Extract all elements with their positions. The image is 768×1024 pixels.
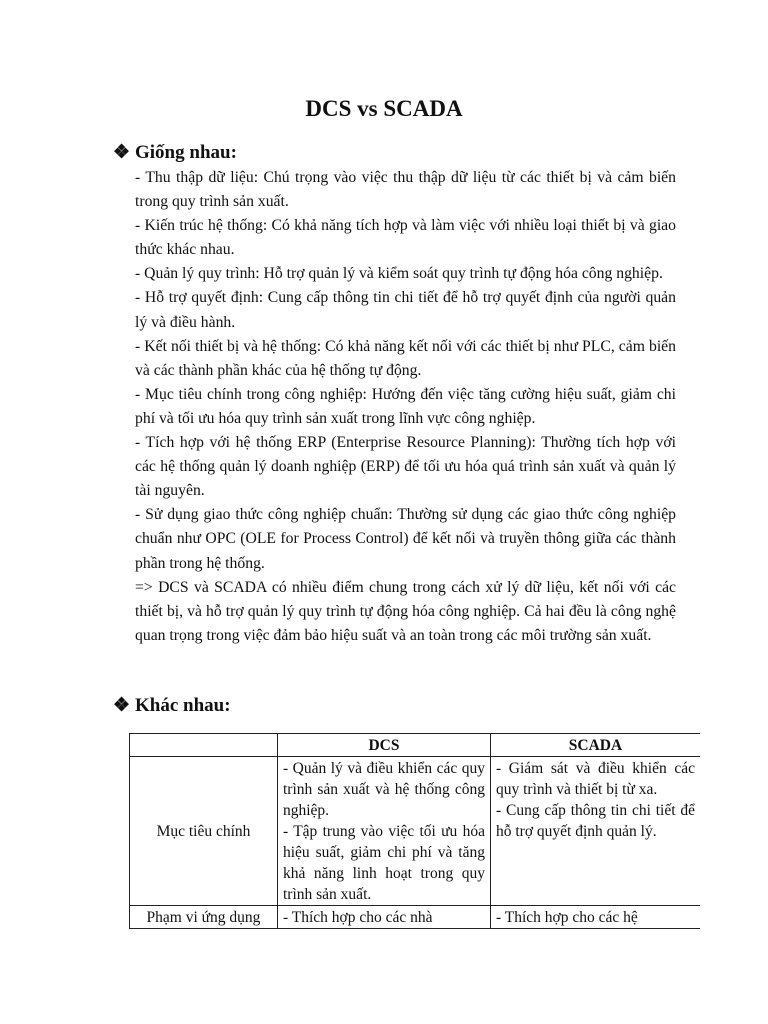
paragraph: - Hỗ trợ quyết định: Cung cấp thông tin chi tiết để hỗ trợ quyết định của người quản lý và điều hành. (135, 289, 676, 331)
comparison-table (129, 733, 700, 929)
table-header-scada: SCADA (491, 734, 701, 757)
section-heading-similarities (113, 141, 237, 165)
cell-line: - Tập trung vào việc tối ưu hóa hiệu suất, giảm chi phí và tăng khả năng linh hoạt trong quy trình sản xuất. (283, 823, 485, 903)
table-header-row (130, 734, 701, 757)
paragraph: - Quản lý quy trình: Hỗ trợ quản lý và kiểm soát quy trình tự động hóa công nghiệp. (135, 265, 663, 283)
diamond-bullet-icon: ❖ (113, 695, 131, 716)
section-heading-differences-label: Khác nhau: (135, 695, 231, 716)
conclusion-paragraph: => DCS và SCADA có nhiều điểm chung trong cách xử lý dữ liệu, kết nối với các thiết bị, và hỗ trợ quản lý quy trình tự động hóa công nghiệp. Cả hai đều là công nghệ quan trọng trong việc đảm bảo hiệu suất và an toàn trong các môi trường sản xuất. (135, 578, 676, 644)
table-row (130, 906, 701, 929)
table-header-empty (130, 734, 278, 757)
paragraph: - Mục tiêu chính trong công nghiệp: Hướng đến việc tăng cường hiệu suất, giảm chi phí và tối ưu hóa quy trình sản xuất trong lĩnh vực công nghiệp. (135, 385, 676, 427)
cell-line: - Cung cấp thông tin chi tiết để hỗ trợ quyết định quản lý. (496, 802, 695, 840)
paragraph: - Kết nối thiết bị và hệ thống: Có khả năng kết nối với các thiết bị như PLC, cảm biến và các thành phần khác của hệ thống tự động. (135, 337, 676, 379)
paragraph: - Kiến trúc hệ thống: Có khả năng tích hợp và làm việc với nhiều loại thiết bị và giao thức khác nhau. (135, 217, 676, 259)
row-label: Phạm vi ứng dụng (130, 906, 278, 929)
cell-line: - Thích hợp cho các hệ (496, 909, 638, 926)
paragraph: - Tích hợp với hệ thống ERP (Enterprise Resource Planning): Thường tích hợp với các hệ thống quản lý doanh nghiệp (ERP) để tối ưu hóa quá trình sản xuất và quản lý tài nguyên. (135, 434, 676, 500)
diamond-bullet-icon: ❖ (113, 142, 131, 163)
section-heading-similarities-label: Giống nhau: (135, 142, 237, 163)
comparison-table-wrapper (129, 733, 700, 1024)
section-heading-differences (113, 694, 231, 718)
table-row (130, 757, 701, 906)
cell-line: - Giám sát và điều khiển các quy trình và thiết bị từ xa. (496, 760, 695, 798)
dcs-cell (278, 906, 491, 929)
paragraph: - Sử dụng giao thức công nghiệp chuẩn: Thường sử dụng các giao thức công nghiệp chuẩn như OPC (OLE for Process Control) để kết nối và truyền thông giữa các thành phần trong hệ thống. (135, 506, 676, 572)
similarities-body (135, 166, 676, 648)
scada-cell (491, 906, 701, 929)
scada-cell (491, 757, 701, 906)
table-header-dcs: DCS (278, 734, 491, 757)
cell-line: - Quản lý và điều khiển các quy trình sản xuất và hệ thống công nghiệp. (283, 760, 485, 819)
cell-line: - Thích hợp cho các nhà (283, 909, 433, 926)
paragraph: - Thu thập dữ liệu: Chú trọng vào việc thu thập dữ liệu từ các thiết bị và cảm biến trong quy trình sản xuất. (135, 169, 676, 211)
document-title: DCS vs SCADA (305, 96, 463, 121)
dcs-cell (278, 757, 491, 906)
row-label: Mục tiêu chính (130, 757, 278, 906)
